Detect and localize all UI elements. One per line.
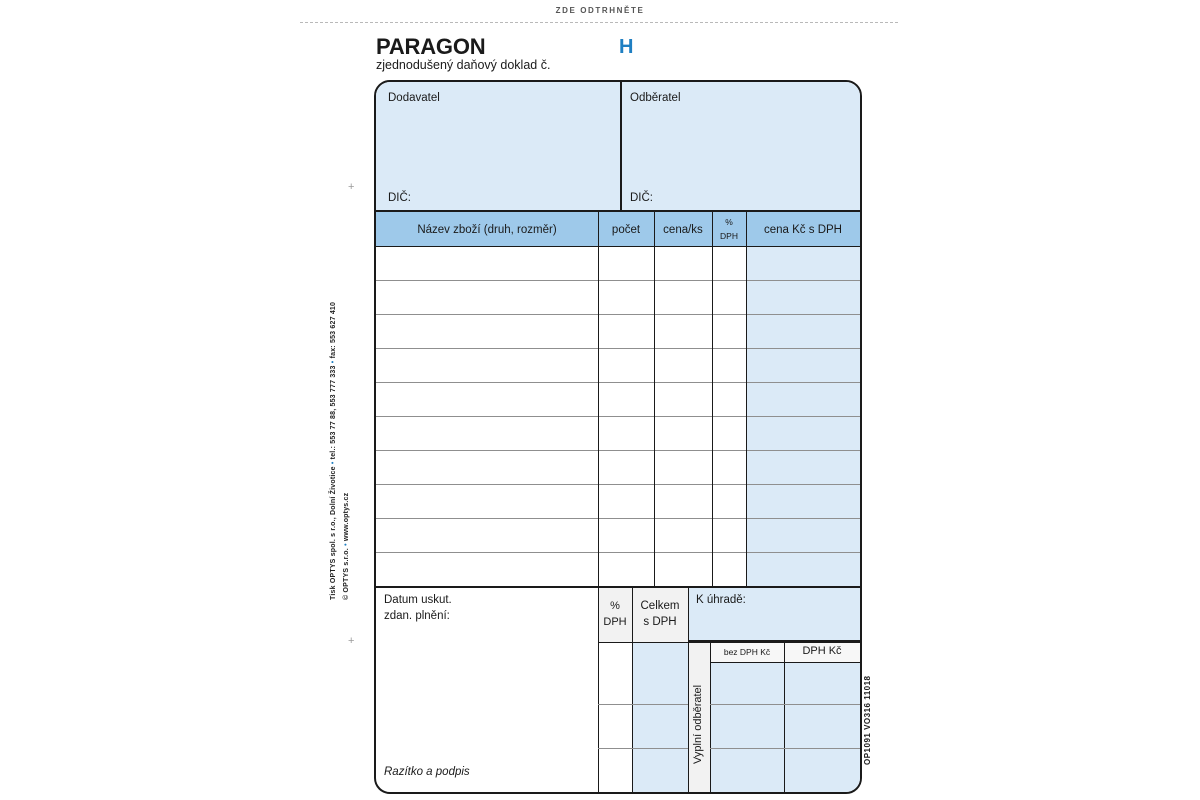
col-header-vat-pct: % — [725, 217, 733, 227]
receipt-form — [374, 80, 862, 794]
document-title: PARAGON — [376, 34, 486, 59]
table-row[interactable] — [376, 552, 860, 586]
footer-total-line1: Celkem — [640, 600, 680, 612]
registration-mark-bottom: + — [348, 635, 355, 647]
table-row[interactable] — [376, 348, 860, 382]
separator-dot: • — [343, 543, 350, 546]
footer-vat-dph: DPH — [603, 616, 627, 628]
table-row[interactable] — [376, 382, 860, 416]
without-vat-header: bez DPH Kč — [723, 647, 771, 657]
table-row[interactable] — [376, 518, 860, 552]
col-header-name: Název zboží (druh, rozměr) — [417, 224, 557, 236]
vat-amount-header: DPH Kč — [802, 645, 842, 657]
row-divider — [376, 348, 860, 349]
footer-total-line2: s DPH — [643, 616, 677, 628]
row-divider — [376, 382, 860, 383]
publisher-fax: fax: 553 627 410 — [330, 301, 337, 359]
row-divider — [376, 484, 860, 485]
col-header-count: počet — [611, 224, 641, 236]
date-label-line2: zdan. plnění: — [384, 610, 450, 622]
table-row[interactable] — [376, 416, 860, 450]
table-row[interactable] — [376, 280, 860, 314]
stamp-signature-label: Razítko a podpis — [384, 766, 470, 778]
footer-vat-pct: % — [610, 600, 620, 612]
tear-off-line — [300, 22, 898, 23]
row-divider — [376, 518, 860, 519]
col-header-price-with-vat: cena Kč s DPH — [764, 224, 842, 236]
publisher-phone: tel.: 553 77 88, 553 777 333 — [330, 365, 337, 460]
footer-total-header — [632, 588, 688, 642]
tear-off-label: ZDE ODTRHNĚTE — [520, 6, 680, 15]
table-row[interactable] — [376, 246, 860, 280]
publisher-web: www.optys.cz — [343, 492, 350, 542]
row-divider — [376, 314, 860, 315]
publisher-company: © OPTYS s.r.o. — [343, 548, 350, 600]
document-subtitle: zjednodušený daňový doklad č. — [376, 58, 551, 72]
row-divider — [376, 450, 860, 451]
row-divider — [376, 280, 860, 281]
footer-total-column[interactable] — [632, 642, 688, 792]
supplier-label: Dodavatel — [388, 92, 440, 104]
footer-vat-header — [598, 588, 632, 642]
row-divider — [376, 416, 860, 417]
table-row[interactable] — [376, 314, 860, 348]
publisher-name: Tisk OPTYS spol. s r.o., Dolní Životice — [330, 466, 337, 600]
customer-fill-values[interactable] — [710, 662, 860, 792]
series-letter: H — [619, 36, 634, 58]
supplier-dic-label: DIČ: — [388, 192, 411, 204]
to-pay-label: K úhradě: — [696, 594, 746, 606]
table-row[interactable] — [376, 484, 860, 518]
row-divider — [376, 552, 860, 553]
customer-label: Odběratel — [630, 92, 681, 104]
date-label-line1: Datum uskut. — [384, 594, 452, 606]
publisher-side-text-2 — [343, 140, 357, 600]
publisher-side-text — [330, 140, 344, 600]
separator-dot: • — [330, 360, 337, 364]
separator-dot: • — [330, 461, 337, 465]
customer-fill-label: Vyplní odběratel — [692, 684, 704, 764]
col-header-vat: DPH — [720, 231, 738, 241]
registration-mark-top: + — [348, 181, 355, 193]
product-code: OP1091 VO316 11018 — [863, 675, 872, 765]
customer-dic-label: DIČ: — [630, 192, 653, 204]
table-row[interactable] — [376, 450, 860, 484]
col-header-unit-price: cena/ks — [663, 224, 703, 236]
